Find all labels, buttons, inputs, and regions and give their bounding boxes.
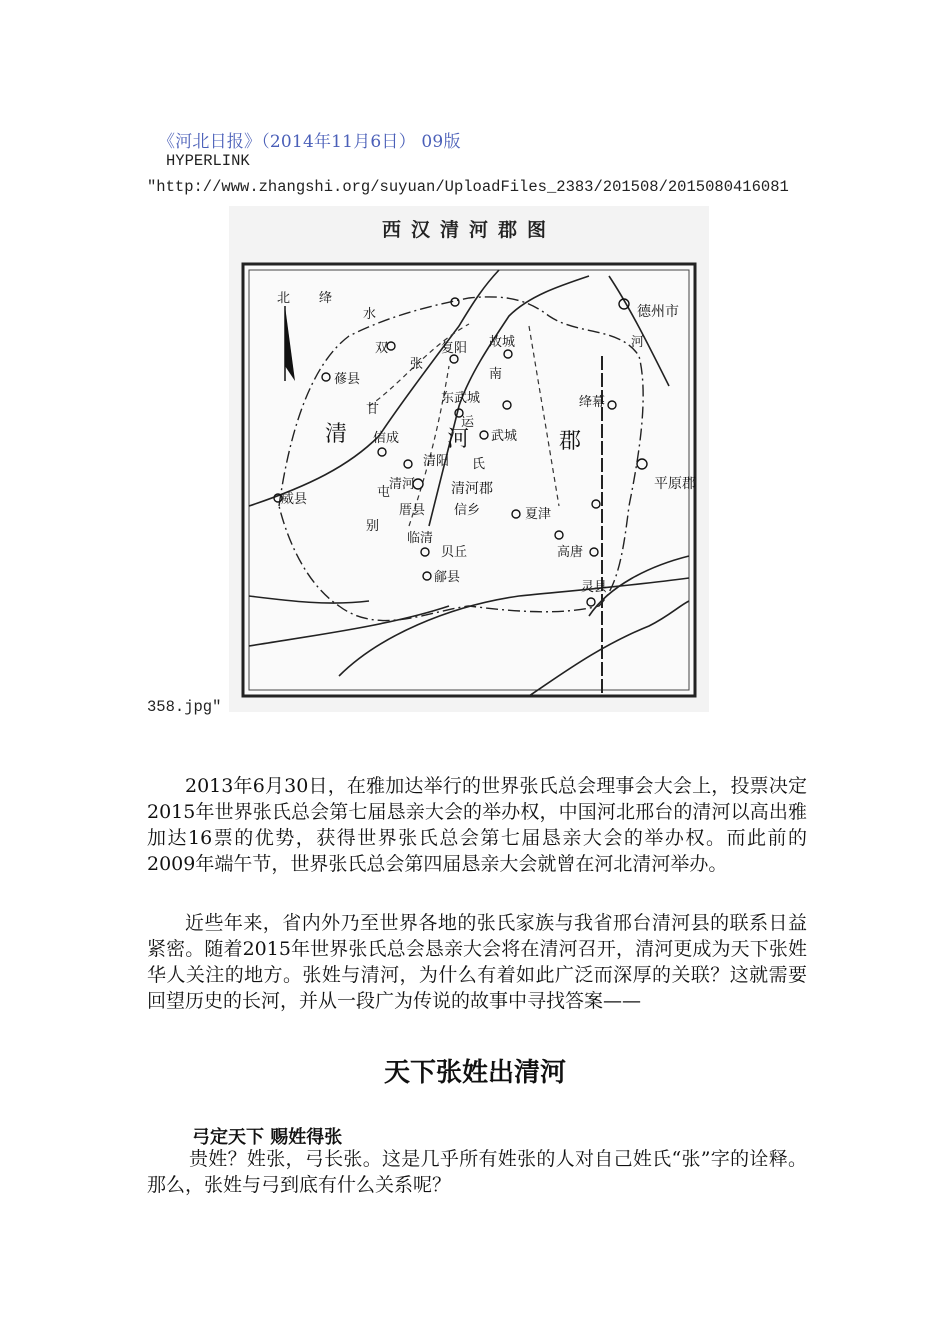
map-label-nan: 南 — [489, 367, 503, 382]
map-label-gan: 甘 — [366, 402, 380, 417]
map-label-fuyang: 复阳 — [441, 341, 468, 356]
map-label-bie: 别 — [366, 519, 380, 534]
map-label-yun: 运 — [461, 415, 475, 430]
map-label-shi: 氏 — [472, 457, 486, 472]
map-label-qinghe: 清河 — [389, 477, 416, 492]
map-label-linqing: 临清 — [407, 531, 434, 546]
paragraph-1: 2013年6月30日，在雅加达举行的世界张氏总会理事会大会上，投票决定2015年世界张氏总会第七届恳亲大会的举办权，中国河北邢台的清河以高出雅加达16票的优势，获得世界张氏总会第七届恳亲大会的举办权。而此前的2009年端午节，世界张氏总会第四届恳亲大会就曾在河北清河举办。 — [147, 775, 807, 875]
map-label-tun: 屯 — [377, 485, 391, 500]
map-label-north: 北 — [277, 291, 291, 306]
map-label-weixian: 威县 — [281, 492, 308, 507]
source-citation: 《河北日报》（2014年11月6日） 09版 — [158, 132, 461, 152]
map-label-region-he: 河 — [447, 427, 470, 452]
map-label-shuang: 双 — [375, 341, 389, 356]
map-label-gaotang: 高唐 — [557, 545, 584, 560]
map-image — [229, 206, 709, 712]
map-label-dongwucheng: 东武城 — [441, 391, 481, 406]
map-label-zhang: 张 — [410, 357, 424, 372]
map-label-qingyang: 清阳 — [423, 454, 450, 469]
hyperlink-label: HYPERLINK — [166, 152, 250, 170]
map-label-gucheng: 故城 — [489, 335, 516, 350]
map-label-suxian: 蓚县 — [334, 372, 361, 387]
map-label-he: 河 — [631, 335, 645, 350]
map-label-beiqiu: 贝丘 — [441, 545, 468, 560]
hyperlink-url-end[interactable]: 358.jpg" — [147, 698, 222, 716]
map-label-region-jun: 郡 — [559, 429, 582, 454]
map-label-xiaoshe: 鄃县 — [434, 570, 461, 585]
paragraph-2: 近些年来，省内外乃至世界各地的张氏家族与我省邢台清河县的联系日益紧密。随着2015年世界张氏总会恳亲大会将在清河召开，清河更成为天下张姓华人关注的地方。张姓与清河，为什么有着如此广泛而深厚的关联？这就需要回望历史的长河，并从一段广为传说的故事中寻找答案—— — [147, 912, 807, 1012]
hyperlink-url[interactable]: "http://www.zhangshi.org/suyuan/UploadFiles_2383/201508/2015080416081 — [147, 178, 789, 196]
map-label-xincheng: 信成 — [373, 431, 400, 446]
map-label-jiang: 绛 — [319, 291, 333, 306]
map-label-shui: 水 — [363, 307, 377, 322]
map-label-xiajin: 夏津 — [525, 507, 552, 522]
article-title: 天下张姓出清河 — [383, 1058, 566, 1088]
paragraph-3: 贵姓？姓张，弓长张。这是几乎所有姓张的人对自己姓氏“张”字的诠释。那么，张姓与弓到底有什么关系呢？ — [147, 1148, 807, 1196]
map-label-qinghejun: 清河郡 — [451, 481, 493, 497]
map-label-xinxiang: 信乡 — [454, 503, 481, 518]
map-label-lixian: 厝县 — [399, 503, 426, 518]
map-label-lingxian: 灵县 — [581, 580, 608, 595]
map-label-dezhou: 德州市 — [637, 304, 679, 320]
map-label-wucheng: 武城 — [491, 429, 518, 444]
map-label-jiangmu: 绛幕 — [579, 395, 606, 410]
map-label-pingyuan: 平原郡 — [654, 476, 696, 492]
section-heading: 弓定天下 赐姓得张 — [192, 1127, 343, 1148]
map-title: 西汉清河郡图 — [381, 219, 557, 241]
map-label-region-qing: 清 — [325, 422, 348, 447]
